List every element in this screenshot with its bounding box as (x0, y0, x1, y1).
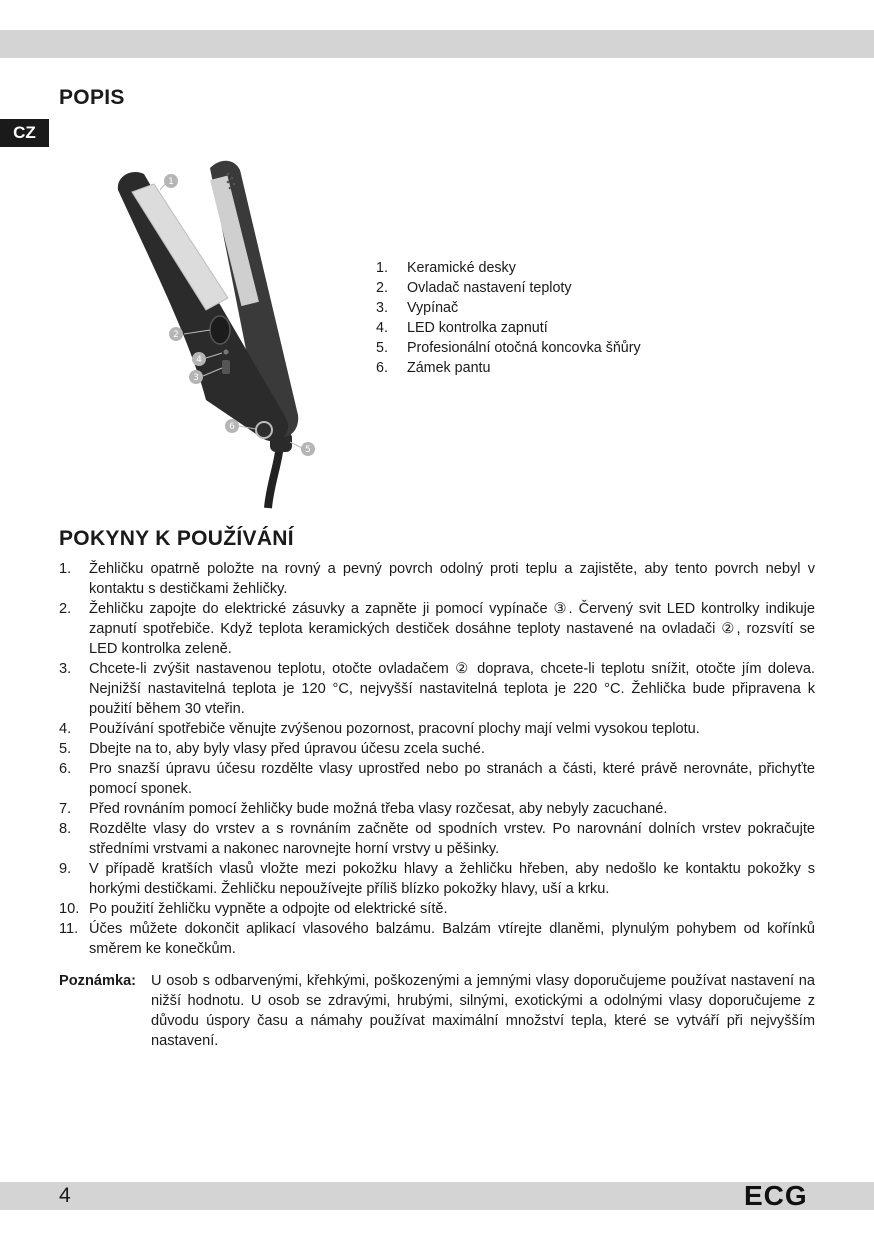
note-text: U osob s odbarvenými, křehkými, poškozenými a jemnými vlasy doporučujeme používat nastavení na nižší hodnotu. U osob se zdravými, hrubými, silnými, exotickými a odolnými vlasy doporučujeme z důvodu úspory času a námahy používat maximální množství tepla, které se vytváří při nejvyšším nastavení. (151, 973, 815, 1049)
part-label: LED kontrolka zapnutí (407, 320, 548, 336)
part-number: 6. (376, 360, 388, 376)
callout-1-label: 1 (168, 177, 174, 187)
part-number: 5. (376, 340, 388, 356)
step-number: 4. (59, 721, 72, 737)
instruction-step (59, 739, 815, 759)
step-number: 2. (59, 601, 72, 617)
instruction-step (59, 559, 815, 599)
parts-list (376, 258, 641, 378)
hinge-lock (256, 422, 272, 438)
power-cord (268, 445, 280, 508)
step-number: 6. (59, 761, 72, 777)
page-number: 4 (59, 1184, 71, 1207)
part-number: 4. (376, 320, 388, 336)
instruction-steps (59, 559, 815, 959)
instruction-step (59, 819, 815, 859)
part-label: Profesionální otočná koncovka šňůry (407, 340, 641, 356)
section-heading-instructions: POKYNY K POUŽÍVÁNÍ (59, 527, 294, 550)
header-bar (0, 30, 874, 58)
step-text: Účes můžete dokončit aplikací vlasového balzámu. Balzám vtírejte dlaněmi, plynulým pohybem od kořínků směrem ke konečkům. (89, 921, 815, 957)
section-heading-popis: POPIS (59, 86, 125, 109)
power-switch (222, 360, 230, 374)
parts-list-item (376, 278, 641, 298)
parts-list-item (376, 338, 641, 358)
instruction-step (59, 599, 815, 659)
instruction-step (59, 859, 815, 899)
part-label: Vypínač (407, 300, 459, 316)
step-text: Po použití žehličku vypněte a odpojte od elektrické sítě. (89, 901, 448, 917)
instruction-step (59, 759, 815, 799)
part-label: Zámek pantu (407, 360, 491, 376)
footer-bar (0, 1182, 874, 1210)
part-number: 2. (376, 280, 388, 296)
note-block (59, 971, 815, 1051)
callout-6-label: 6 (229, 422, 235, 432)
step-number: 11. (59, 921, 79, 937)
step-text: Pro snazší úpravu účesu rozdělte vlasy uprostřed nebo po stranách a části, které právě nerovnáte, přichyťte pomocí sponek. (89, 761, 815, 797)
part-label: Ovladač nastavení teploty (407, 280, 572, 296)
step-number: 8. (59, 821, 72, 837)
step-text: Žehličku opatrně položte na rovný a pevný povrch odolný proti teplu a zajistěte, aby tento povrch nebyl v kontaktu s destičkami žehličky. (89, 561, 815, 597)
step-text: Chcete-li zvýšit nastavenou teplotu, otočte ovladačem ② doprava, chcete-li teplotu snížit, otočte jím doleva. Nejnižší nastavitelná teplota je 120 °C, nejvyšší nastavitelná teplota je 220 °C. Žehlička bude připravena k použití během 30 vteřin. (89, 661, 815, 717)
step-text: Žehličku zapojte do elektrické zásuvky a zapněte ji pomocí vypínače ③. Červený svit LED kontrolky indikuje zapnutí spotřebiče. Když teplota keramických destiček dosáhne teploty nastavené na ovladači ②, rozsvítí se LED kontrolka zeleně. (89, 601, 815, 657)
part-number: 1. (376, 260, 388, 276)
callout-2-label: 2 (173, 330, 179, 340)
note-label: Poznámka: (59, 973, 137, 989)
part-label: Keramické desky (407, 260, 516, 276)
step-text: Dbejte na to, aby byly vlasy před úpravou účesu zcela suché. (89, 741, 485, 757)
hair-straightener-illustration (110, 150, 340, 510)
part-number: 3. (376, 300, 388, 316)
step-number: 9. (59, 861, 72, 877)
parts-list-item (376, 358, 641, 378)
step-number: 7. (59, 801, 72, 817)
step-number: 10. (59, 901, 80, 917)
step-number: 5. (59, 741, 72, 757)
callout-5-label: 5 (305, 445, 311, 455)
language-tab: CZ (0, 119, 49, 147)
callout-4-label: 4 (196, 355, 202, 365)
instruction-step (59, 919, 815, 959)
brand-logo: ECG (744, 1180, 808, 1211)
step-number: 3. (59, 661, 72, 677)
parts-list-item (376, 258, 641, 278)
callout-3-label: 3 (193, 373, 199, 383)
instruction-step (59, 799, 815, 819)
step-text: Používání spotřebiče věnujte zvýšenou pozornost, pracovní plochy mají velmi vysokou teplotu. (89, 721, 700, 737)
step-text: V případě kratších vlasů vložte mezi pokožku hlavy a žehličku hřeben, aby nedošlo ke kontaktu pokožky s horkými destičkami. Žehličku nepoužívejte příliš blízko pokožky hlavy, uší a krku. (89, 861, 815, 897)
parts-list-item (376, 298, 641, 318)
step-text: Rozdělte vlasy do vrstev a s rovnáním začněte od spodních vrstev. Po narovnání dolních vrstev pokračujte středními vrstvami a nakonec narovnejte horní vrstvy u pěšinky. (89, 821, 815, 857)
instruction-step (59, 659, 815, 719)
step-text: Před rovnáním pomocí žehličky bude možná třeba vlasy rozčesat, aby nebyly zacuchané. (89, 801, 668, 817)
instruction-step (59, 899, 815, 919)
temperature-dial (210, 316, 230, 344)
parts-list-item (376, 318, 641, 338)
instruction-step (59, 719, 815, 739)
step-number: 1. (59, 561, 72, 577)
led-indicator (224, 350, 229, 355)
